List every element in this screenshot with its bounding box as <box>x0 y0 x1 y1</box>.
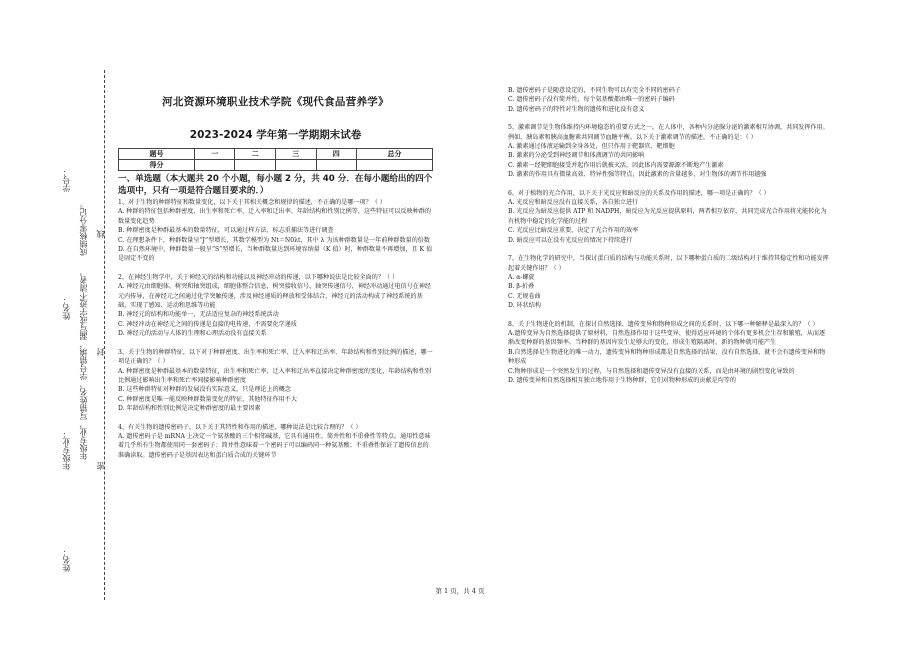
question-stem: 5、激素调节是生物体维持内环境稳态的重要方式之一。在人体中，各种内分泌腺分泌的激素相互协调，共同发挥作用。例如，胰岛素和胰高血糖素共同调节血糖平衡。以下关于激素调节的描述，不正确的是：（ ） <box>508 124 829 141</box>
option-d: D. 环状结构 <box>508 302 541 310</box>
option-a: A. 种群的特征包括种群密度、出生率和死亡率、迁入率和迁出率、年龄结构和性别比例等，这些特征可以反映种群的数量变化趋势 <box>118 208 431 225</box>
option-d: D. 遗传变异和自然选择相互独立地作用于生物种群，它们对物种形成的贡献是均等的 <box>508 376 736 384</box>
binding-margin <box>0 0 112 651</box>
seal-word-seal: 封 <box>96 348 105 356</box>
binding-warning: 写错姓名、学号错填、漏写或字迹不清者， <box>79 268 88 420</box>
option-d: D. 暗反应可以在没有光反应的情况下持续进行 <box>508 236 633 244</box>
question-6 <box>508 189 830 245</box>
score-cell: 题号 <box>119 149 195 160</box>
score-cell: 四 <box>316 149 357 160</box>
option-b: B. 神经元的结构和功能单一，无法适应复杂的神经系统活动 <box>118 311 279 319</box>
option-a: A. 种群密度是种群最基本的数量特征，出生率和死亡率、迁入率和迁出率直接决定种群密度的变化，年龄结构和性别比例通过影响出生率和死亡率间接影响种群密度 <box>118 367 431 384</box>
option-a: A.遗传变异为自然选择提供了原材料，自然选择作用于这些变异，使得适应环境的个体有更多机会生存和繁殖，从而逐渐改变种群的基因频率。当种群的基因库发生足够大的变化，形成生殖隔离时，新的物种就可能产生 <box>508 329 826 347</box>
question-1 <box>118 198 433 264</box>
score-input-cell[interactable] <box>194 160 235 171</box>
option-a: A. 激素通过体液运输到全身各处，但只作用于靶器官、靶细胞 <box>508 143 675 151</box>
option-b: B. 遗传密码子是随意设定的，不同生物可以有完全不同的密码子 <box>508 87 681 94</box>
option-c: C. 神经冲动在神经元之间的传递是直接的电传递，不需要化学递质 <box>118 320 297 328</box>
score-cell: 二 <box>235 149 276 160</box>
option-b: B. 种群密度是种群最基本的数量特征，可以通过样方法、标志重捕法等进行调查 <box>118 227 334 235</box>
score-input-cell[interactable] <box>357 160 433 171</box>
option-a: A. 遗传密码子是 mRNA 上决定一个氨基酸的三个相邻碱基，它具有通用性、简并性和不重叠性等特点。通用性意味着几乎所有生物都使用同一套密码子；简并性意味着一个密码子可以编码同一种氨基酸；不重叠性保证了遗传信息的准确读取。遗传密码子是基因表达和蛋白质合成的关键环节 <box>118 432 431 459</box>
option-b: B. 激素的分泌受到神经调节和体液调节的共同影响 <box>508 152 645 160</box>
right-column <box>508 86 830 389</box>
score-table <box>118 148 433 171</box>
name-label: 姓名： <box>62 296 71 320</box>
class-label: 年级专业： <box>62 430 71 470</box>
question-3 <box>118 348 433 414</box>
question-2 <box>118 273 433 339</box>
class-note: 年级专业， <box>79 420 88 460</box>
left-column <box>118 92 433 464</box>
question-8 <box>508 320 830 386</box>
option-b: B. 光反应为暗反应提供 ATP 和 NADPH，暗反应为光反应提供原料，两者相互依存，共同完成光合作用将光能转化为有机物中稳定的化学能的过程 <box>508 208 827 225</box>
question-4 <box>118 423 433 461</box>
score-cell: 得分 <box>119 160 195 171</box>
exam-subtitle: 2023-2024 学年第一学期期末试卷 <box>189 129 362 141</box>
question-4-continued <box>508 86 830 114</box>
question-7 <box>508 254 830 310</box>
option-a: A. α-螺旋 <box>508 273 535 281</box>
score-note: 成绩核零分记。 <box>79 200 88 256</box>
option-a: A. 神经元由细胞体、树突和轴突组成，细胞体整合信息，树突接收信号，轴突传递信号，神经冲动通过电信号在神经元内传导，在神经元之间通过化学突触传递，涉及神经递质的释放和受体结合，神经元的活动构成了神经系统的基础，实现了感知、运动和思维等功能 <box>118 283 431 310</box>
score-cell: 三 <box>275 149 316 160</box>
binding-dashed-line <box>104 70 105 600</box>
score-cell: 总分 <box>357 149 433 160</box>
option-d: D. 遗传密码子的特性对生物的遗传和进化没有意义 <box>508 105 645 113</box>
student-id-label: 学号： <box>62 168 71 192</box>
option-d: D. 在自然环境中，种群数量一般呈“S”型增长，当种群数量达到环境容纳量（K 值）时，种群数量不再增加，且 K 值是固定不变的 <box>118 246 433 263</box>
option-b: B.自然选择是生物进化的唯一动力，遗传变异和物种形成都是自然选择的结果，没有自然选择，就不会有遗传变异和物种形成 <box>508 348 826 366</box>
section-heading: 一、单选题（本大题共 20 个小题，每小题 2 分，共 40 分．在每小题给出的四个选项中，只有一项是符合题目要求的．） <box>118 174 433 196</box>
seal-word-secret: 密 <box>96 462 105 470</box>
question-stem: 6、对于植物的光合作用，以下关于光反应和暗反应的关系及作用的描述，哪一项是正确的？（ ） <box>508 189 770 197</box>
question-stem: 1、对于生物的种群特征和数量变化，以下关于其相关概念和规律的描述，不正确的是哪一项？（ ） <box>118 199 386 206</box>
question-5 <box>508 123 830 179</box>
option-c: C. 无规卷曲 <box>508 292 541 300</box>
score-input-cell[interactable] <box>316 160 357 171</box>
exam-title: 河北资源环境职业技术学院《现代食品营养学》 <box>162 96 389 108</box>
score-table-header-row <box>119 149 433 160</box>
option-c: C. 光反应比暗反应重要，决定了光合作用的效率 <box>508 227 639 235</box>
score-input-cell[interactable] <box>235 160 276 171</box>
question-stem: 7、在生物化学的研究中，当探讨蛋白质的结构与功能关系时，以下哪种蛋白质的二级结构对于维持其稳定性和功能发挥起着关键作用？（ ） <box>508 255 829 272</box>
option-c: C. 在理想条件下，种群数量呈“J”型增长，其数学模型为 Nt＝N0λt，其中 λ 为该种群数量是一年前种群数量的倍数 <box>118 236 430 244</box>
score-input-cell[interactable] <box>275 160 316 171</box>
seal-word-line: 线 <box>96 230 105 238</box>
question-stem: 4、有关生物的遗传密码子，以下关于其特性和作用的描述，哪种说法是比较合理的？（ ） <box>118 423 362 431</box>
option-d: D. 神经元的活动与人体的生理和心理活动没有直接关系 <box>118 330 267 338</box>
question-stem: 2、在神经生物学中，关于神经元的结构和功能以及神经冲动的传递，以下哪种说法是比较全面的？（ ） <box>118 273 399 281</box>
option-b: B. β-折叠 <box>508 283 535 291</box>
option-c: C. 种群密度是唯一能反映种群数量变化的特征，其他特征作用不大 <box>118 395 297 403</box>
option-b: B. 这些种群特征对种群的发展没有实际意义，只是理论上的概念 <box>118 386 291 394</box>
page-footer: 第 1 页，共 4 页 <box>435 587 485 595</box>
seat-label: 姓名： <box>62 548 71 572</box>
option-c: C. 遗传密码子没有简并性，每个氨基酸都由唯一的密码子编码 <box>508 96 675 104</box>
option-c: C.物种形成是一个突然发生的过程，与自然选择和遗传变异没有直接的关系，而是由环境的剧烈变化导致的 <box>508 367 795 375</box>
question-stem: 3、关于生物的种群特征，以下对于种群密度、出生率和死亡率、迁入率和迁出率、年龄结构和性别比例的描述，哪一项是正确的？（ ） <box>118 348 433 366</box>
question-stem: 8、关于生物进化的机制，在探讨自然选择、遗传变异和物种形成之间的关系时，以下哪一种解释是最深入的？（ ） <box>508 320 819 328</box>
score-cell: 一 <box>194 149 235 160</box>
option-d: D. 激素的作用具有微量高效、特异性强等特点，因此激素的含量越多，对生物体的调节作用越强 <box>508 171 767 179</box>
option-d: D. 年龄结构和性别比例是决定种群密度的最主要因素 <box>118 405 261 413</box>
option-a: A. 光反应和暗反应没有直接关系，各自独立进行 <box>508 199 639 207</box>
score-table-score-row <box>119 160 433 171</box>
option-c: C. 激素一经靶细胞接受并起作用后就被灭活，因此体内需要源源不断地产生激素 <box>508 161 724 169</box>
